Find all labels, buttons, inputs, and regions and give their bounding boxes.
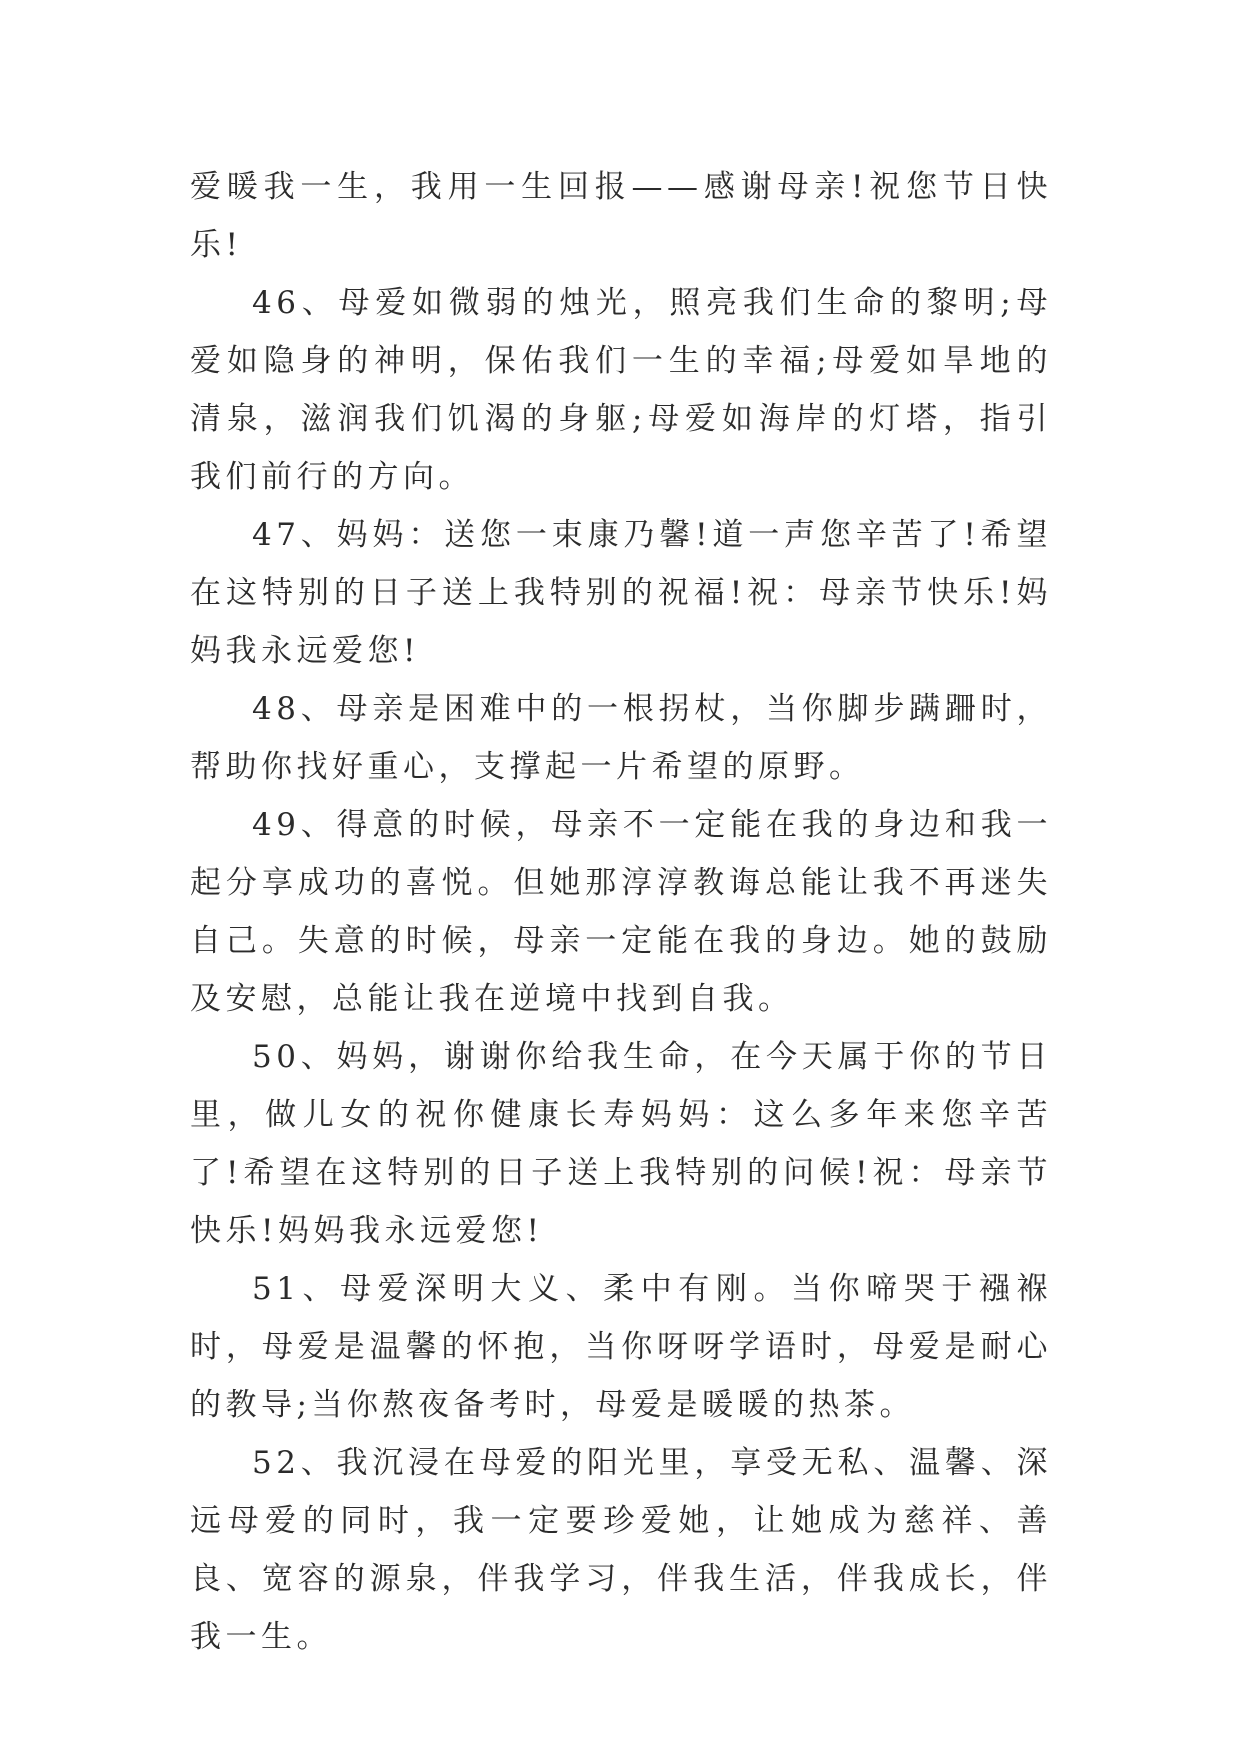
paragraph-48: 48、母亲是困难中的一根拐杖，当你脚步蹒跚时，帮助你找好重心，支撑起一片希望的原野。 xyxy=(190,691,1052,785)
paragraph-52: 52、我沉浸在母爱的阳光里，享受无私、温馨、深远母爱的同时，我一定要珍爱她，让她成为慈祥、善良、宽容的源泉，伴我学习，伴我生活，伴我成长，伴我一生。 xyxy=(190,1445,1052,1655)
paragraph-49: 49、得意的时候，母亲不一定能在我的身边和我一起分享成功的喜悦。但她那淳淳教诲总能让我不再迷失自己。失意的时候，母亲一定能在我的身边。她的鼓励及安慰，总能让我在逆境中找到自我。 xyxy=(190,807,1052,1017)
paragraph-47: 47、妈妈：送您一束康乃馨!道一声您辛苦了!希望在这特别的日子送上我特别的祝福!祝：母亲节快乐!妈妈我永远爱您! xyxy=(190,517,1052,669)
document-body xyxy=(190,158,1052,1666)
paragraph-continuation: 爱暖我一生，我用一生回报——感谢母亲!祝您节日快乐! xyxy=(190,169,1052,263)
paragraph-51: 51、母爱深明大义、柔中有刚。当你啼哭于襁褓时，母爱是温馨的怀抱，当你呀呀学语时，母爱是耐心的教导;当你熬夜备考时，母爱是暖暖的热茶。 xyxy=(190,1271,1052,1423)
paragraph-46: 46、母爱如微弱的烛光，照亮我们生命的黎明;母爱如隐身的神明，保佑我们一生的幸福;母爱如旱地的清泉，滋润我们饥渴的身躯;母爱如海岸的灯塔，指引我们前行的方向。 xyxy=(190,285,1052,495)
paragraph-50: 50、妈妈，谢谢你给我生命，在今天属于你的节日里，做儿女的祝你健康长寿妈妈：这么多年来您辛苦了!希望在这特别的日子送上我特别的问候!祝：母亲节快乐!妈妈我永远爱您! xyxy=(190,1039,1052,1249)
